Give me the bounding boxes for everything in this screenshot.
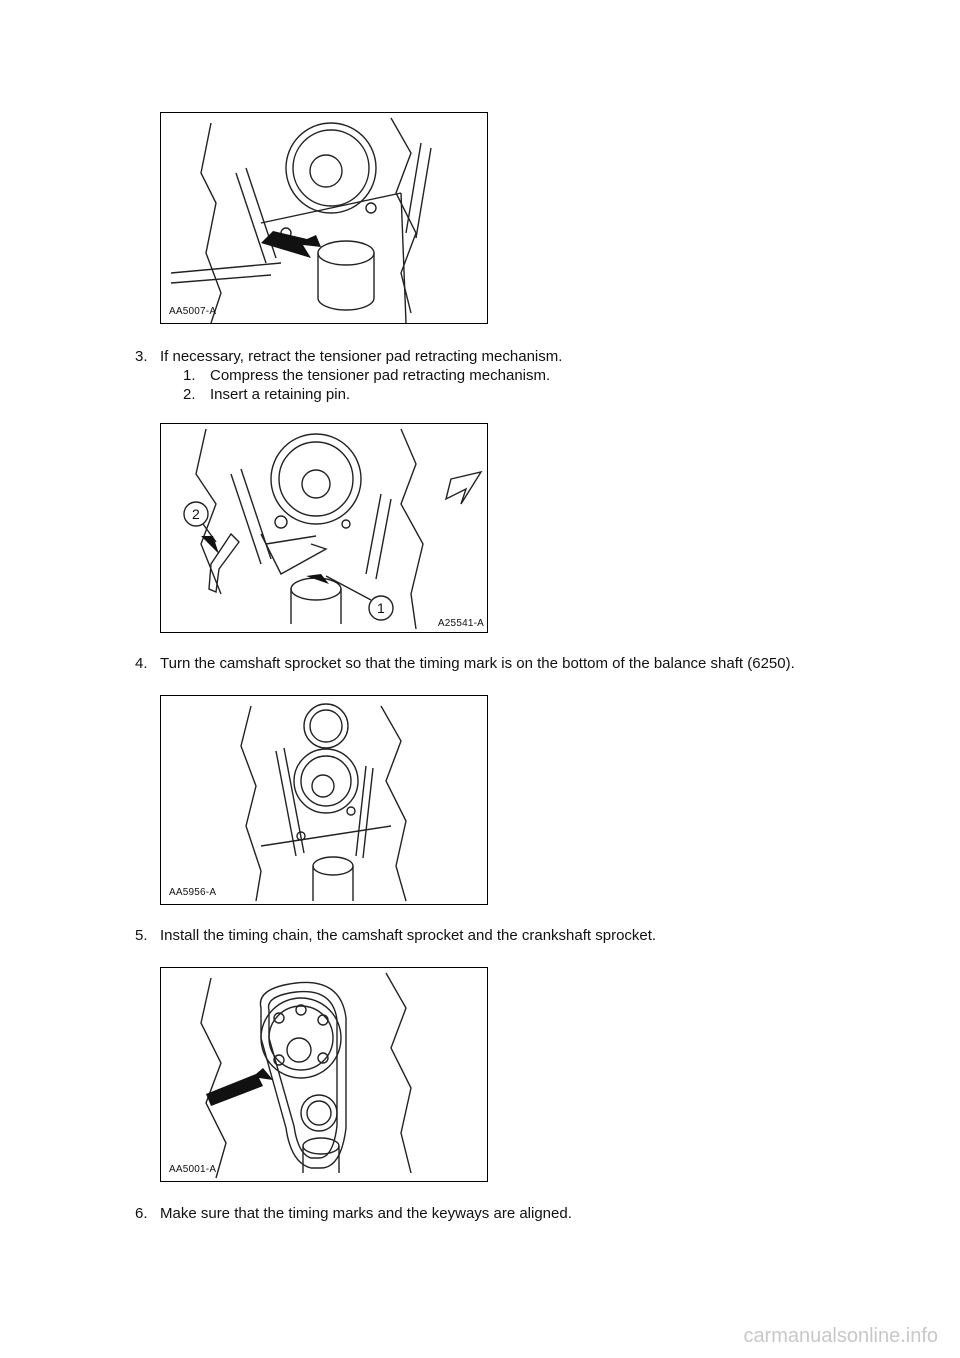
figure-caption: AA5007-A: [169, 306, 217, 317]
step-5: [135, 927, 656, 945]
substep-3-1: [183, 367, 550, 385]
step-text: Install the timing chain, the camshaft sprocket and the crankshaft sprocket.: [160, 927, 657, 944]
figure-aa5007: [160, 112, 488, 324]
step-number: 4.: [135, 655, 148, 672]
engine-illustration-3: [161, 696, 487, 904]
figure-aa5956: [160, 695, 488, 905]
step-6: [135, 1205, 572, 1223]
step-3: [135, 348, 562, 366]
substep-number: 1.: [183, 367, 196, 384]
engine-illustration-1: [161, 113, 487, 323]
figure-caption: A25541-A: [437, 618, 484, 629]
substep-text: Insert a retaining pin.: [210, 386, 351, 403]
step-text: If necessary, retract the tensioner pad retracting mechanism.: [160, 348, 563, 365]
step-number: 5.: [135, 927, 148, 944]
step-text: Make sure that the timing marks and the keyways are aligned.: [160, 1205, 572, 1222]
step-4: [135, 655, 795, 673]
step-number: 6.: [135, 1205, 148, 1222]
substep-3-2: [183, 386, 350, 404]
figure-caption: AA5956-A: [169, 887, 217, 898]
figure-caption: AA5001-A: [169, 1164, 217, 1175]
engine-illustration-4: [161, 968, 487, 1181]
figure-aa5001: [160, 967, 488, 1182]
figure-a25541: [160, 423, 488, 633]
watermark: carmanualsonline.info: [743, 1325, 938, 1347]
step-number: 3.: [135, 348, 148, 365]
engine-illustration-2: [161, 424, 487, 632]
callout-2: 2: [192, 506, 200, 522]
callout-1: 1: [377, 600, 385, 616]
step-text: Turn the camshaft sprocket so that the timing mark is on the bottom of the balance shaft (6250).: [160, 655, 795, 672]
substep-text: Compress the tensioner pad retracting mechanism.: [210, 367, 551, 384]
substep-number: 2.: [183, 386, 196, 403]
